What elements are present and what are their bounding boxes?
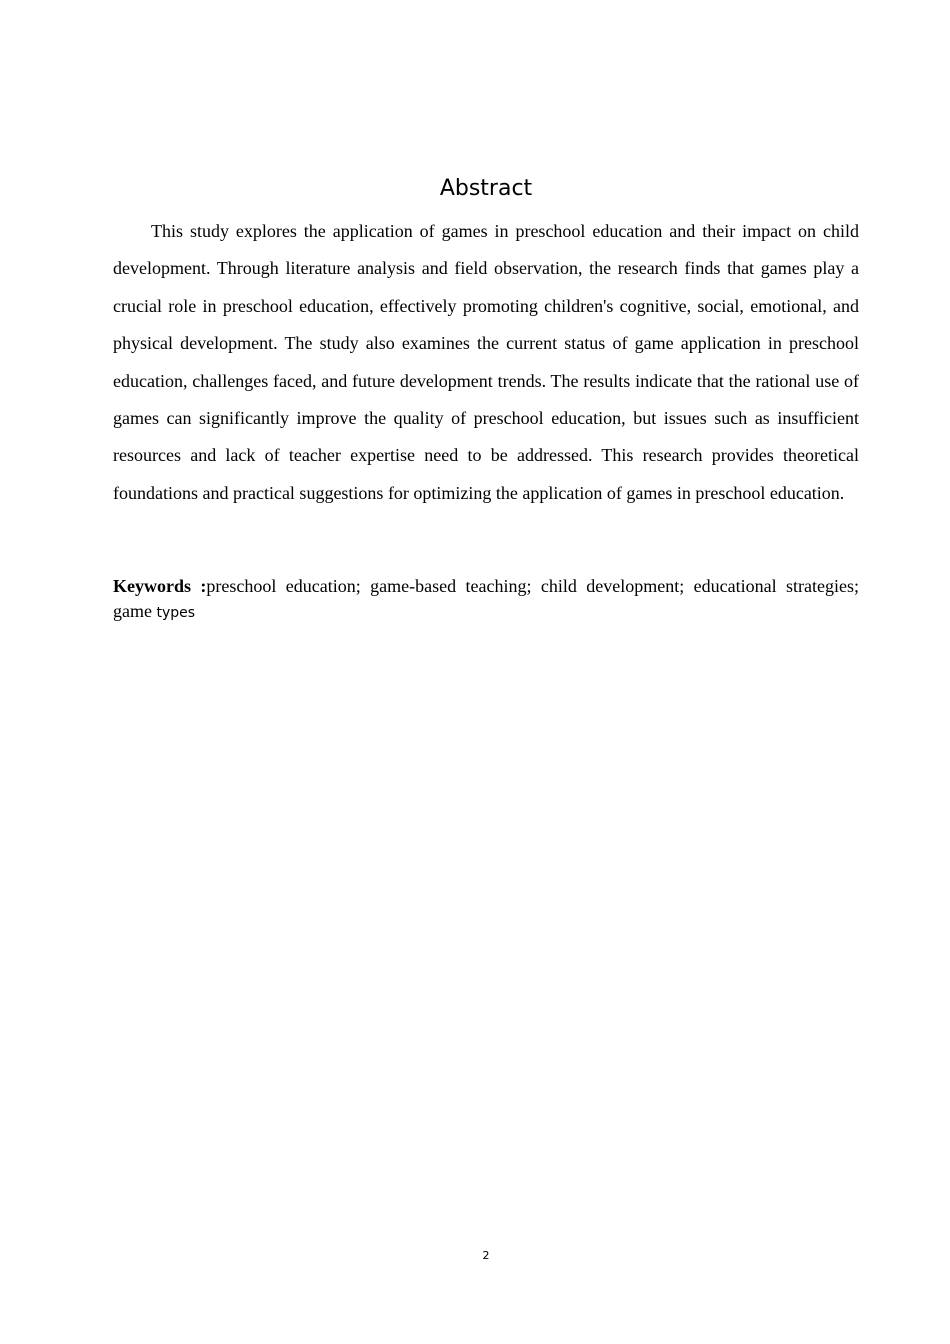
keywords-line [113,574,859,626]
abstract-paragraph: This study explores the application of games in preschool education and their impact on child development. Through literature analysis and field observation, the research finds that games play a crucial role in preschool education, effectively promoting children's cognitive, social, emotional, and physical development. The study also examines the current status of game application in preschool education, challenges faced, and future development trends. The results indicate that the rational use of games can significantly improve the quality of preschool education, but issues such as insufficient resources and lack of teacher expertise need to be addressed. This research provides theoretical foundations and practical suggestions for optimizing the application of games in preschool education. [113,221,859,503]
keywords-tail: types [156,605,196,621]
abstract-title: Abstract [439,176,533,201]
page-number: 2 [482,1249,490,1262]
keywords-label: Keywords : [113,576,207,596]
keywords-text: preschool education; game-based teaching; child development; educational strategies; game [113,576,859,621]
